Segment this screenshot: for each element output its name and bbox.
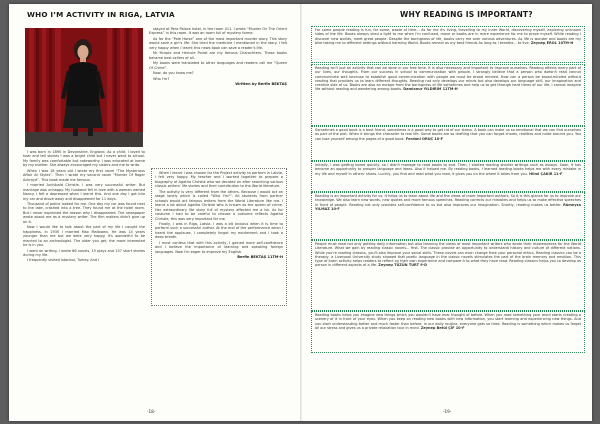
paragraph: My books were translated to other languages and readers call me “Queen Of Crime”.: [149, 61, 287, 70]
essay-box: [311, 192, 585, 240]
essay-signature: Hilmi ÇAKIR 11-F: [529, 171, 563, 176]
author-portrait-photo: [25, 28, 143, 147]
magazine-spread: [9, 4, 592, 421]
page-number: -19-: [443, 409, 452, 414]
paragraph: stayed at Pera Palace hotel, in the room 411. I wrote “Murder On The Orient Express” in this room. It was an room full of mystery forme.: [149, 27, 287, 36]
author-signature: Written by Berfin BEKTAŞ: [235, 81, 287, 86]
essay-text: Reading isn't just an activity that can be done in our free time. It is also necessary and important to improve ourselves. Reading affects every part of our lives, our thoughts. From our success in school to communication with people. I strongly believe that a person who doesn't read cannot communicate well because to establish good communication with people we must be broad minded. How can a person be broad-minded without reading that provides us to learn different thoughts. Reading not only develops our minds but also develops our language skill, our imagination and creative side of us. Books are also an escape from the boringness of life sometimes and help us to get through hard times of our life. I cannot imagine life without reading and wandering among books.: [315, 66, 581, 92]
essay-box: [311, 26, 585, 63]
essay-signature: Damlanur YILDIRIM 11TM-H: [403, 87, 458, 92]
paragraph: I must confess that with this activity, I gained more self-confidence and I believe the importance of learning and speaking foreign languages. Now I'm eager to improve my English.: [155, 240, 283, 254]
paragraph: When I was 18 years old I wrote my first novel “The Mysterious Affair At Styles”. Then I wrote my second novel “Murder Of Roger Ackroyd”. This book made me famous.: [23, 168, 145, 182]
paragraph: I went on writing. I wrote 66 novels, 15 plays and 157 short stories during my life.: [23, 248, 145, 257]
left-page-title: WHO I’M ACTIVITY IN RIGA, LATVIA: [27, 10, 175, 19]
page-number: -18-: [147, 409, 156, 414]
right-page-title: WHY READING IS IMPORTANT?: [400, 10, 533, 19]
paragraph: Now, do you know me?: [153, 71, 194, 76]
paragraph: Finally, I was in Riga, Latvia. I was a bit anxious when it is time to perform such a successful author. At the end of the performance when I heard the applause, I completely forgot my excitement and I took a deep breath.: [155, 221, 283, 240]
essay-box: [311, 311, 585, 353]
essay-signature: Zeynep EROL 10TM-H: [530, 40, 574, 45]
essay-box: [311, 126, 585, 161]
paragraph: Mr Murple and Hercule Poirot are my famous Charachters. These books became best sellers of all.: [149, 51, 287, 60]
paragraph: I frequently visited Istanbul, Turkey. And I: [27, 258, 100, 263]
paragraph: The activity is very different from the others. Because I would act on stage lonely which is called “Who I'm?”. All students from partner schools would act famous writers from the World Literature like me. I learnt a lot about Agatha Christie who is known as the queen of crime. Her extraordinary life story full of mystery affected me a lot. As for costume I had to be careful to choose a costume reflects Agatha Christie, this was very important for me.: [155, 189, 283, 221]
essay-box: [311, 64, 585, 126]
left-page: [9, 4, 300, 421]
author-signature: Berfin BEKTAŞ 11TM-H: [237, 255, 283, 260]
paragraph: Thousand of police looked for me. One day my car was found next to the lake, crashed into a tree. They found me at the hotel room. But I never explained the reason why I disappeared. The newspaper wrote about me as a mystery writer. The film makers didn't give up on it.: [23, 201, 145, 224]
essay-signature: Zeynep TÜZÜN TURT 9-D: [378, 263, 427, 268]
essay-signature: Zeynep Betül ÇİF 10-F: [420, 325, 465, 330]
left-top-right-column: [149, 27, 287, 88]
essay-box: [311, 240, 585, 311]
essay-text: Sometimes a good book is a best friend, sometimes is a good way to get rid of our stress. A book can make us so emotional that we can find ourselves as part of the plot. When it brings the character to real life. Some books are so drafting that you can forget chores, realities and noise around you. You can lose yourself among the pages of a good book.: [315, 128, 581, 141]
essay-signature: Rümeysa YILMAZ 10-F: [315, 202, 581, 211]
paragraph: I married Archibald Christie. I was very successful writer. But marriage was unhappy. My husband fell in love with a woman named Nancy. I felt a depressed when I learnt this. And one day I got into my car and drove away and disappeared for 11 days.: [23, 183, 145, 201]
paragraph: I was born in 1890 in Devonshire, England. As a child, I loved to hear and tell stories I was a bright child but I never went to school. My family was comfortable but noteworthy. I was educated at home by my mother. She always encouraged my sisters and me to write.: [23, 150, 145, 168]
paragraph: When I learnt I was chosen for the Project activity to perform in Latvia, I felt very happy. My teacher and I worked together to prepare a biography of Agatha Christie who we decided on after searching various classic writers' life stories and their contribution to the World literature.: [155, 171, 284, 189]
paragraph: As for the “Pale Horse” one of the most important murder story. This story would save a girl's life. She tried the medicine I mentioned in the story. I felt very happy when I learnt this news book can save a reader's life.: [149, 36, 287, 50]
left-bottom-left-column: [23, 150, 145, 264]
essay-text: Reading books helps you imagine new things which you wouldn't have ever thought of before. When you read something your mind starts creating a scenery of it in front of your eyes. When you keep on reading new books with new information, you start learning and experiencing new things. And you start understanding better and much faster than before. In our daily routine, everyone gets so tired. Reading is something which makes us forget all our stress and gives us a private relaxation tour in mind.: [315, 313, 581, 330]
paragraph: Who I'm?: [153, 76, 170, 81]
right-page: [302, 4, 592, 421]
paragraph: Now I would like to talk about the part of my life I caught the happiness. In 1930 I married Max Mallowan. He was 14 years younger than me but we were very happy. It's wonderful to be married to an archeologist. The older you get, the more interested he is in you.: [23, 225, 145, 248]
essay-box: [311, 161, 585, 192]
essay-text: Reading is an important activity for us. It helps us to learn about life and the views of more important authors. So it is this glance for us to improve our knowledge. We also learn new words, new quotes and more famous speeches. Reading corrects our mistakes and helps us to make effective speeches in front of people. Reading not only provides self-confidence to us but also improves our imagination. Shortly, reading makes us better.: [315, 194, 581, 207]
left-middle-right-column: [155, 171, 283, 262]
essay-signature: Ferdani ORUÇ 10-F: [405, 136, 444, 141]
essay-text: People must read not only getting daily information but also learning the views of most important writers who wrote their masterpieces for the World Literature. What we gain by reading classic novels... first. The classic provide an opportunity to understand history and culture of different nations. While you're reading classics, you'll also improve your social skills. These novels can even change thee your personal ethics. Reading classics can be a therapy, a Liverpool University study showed that poetic language in the classic novels stimulates the part of the brain memory and emotion. This type of brain activity helps readers to reflect on their own experience and compare it to what they have read. Reading classics helps you to develop as person in different aspects of a life.: [315, 242, 581, 268]
essay-text: Initially, I was getting bored quickly, so I didn't manage to read books to end. Then, I started reading shorter writings such as essays. Soon, it has become an opportunity to prosper language and ideas. Also it helped me. By reading books, I learned reading books helps me with every mistake in my life and myself in others' shoes. Luckily, you find and read what you read, it gives you on the wheel it takes from you.: [315, 163, 581, 176]
essay-text: For some people reading is fun, for some, waste of time... As for me it's living, travelling to my inner World, discovering myself, exploring unknown sides of the life. Books always shed a light to me when I'm confused, move or books are in mere experience for me to prove myself. While reading I discover new worlds, meet great people. Despite the boringness of life, books carry me over various adventures. As life is wonder and books are my bike taking me to different settings without harming World. Books remain as my best friends As long as I breathe... to live.: [315, 28, 581, 45]
